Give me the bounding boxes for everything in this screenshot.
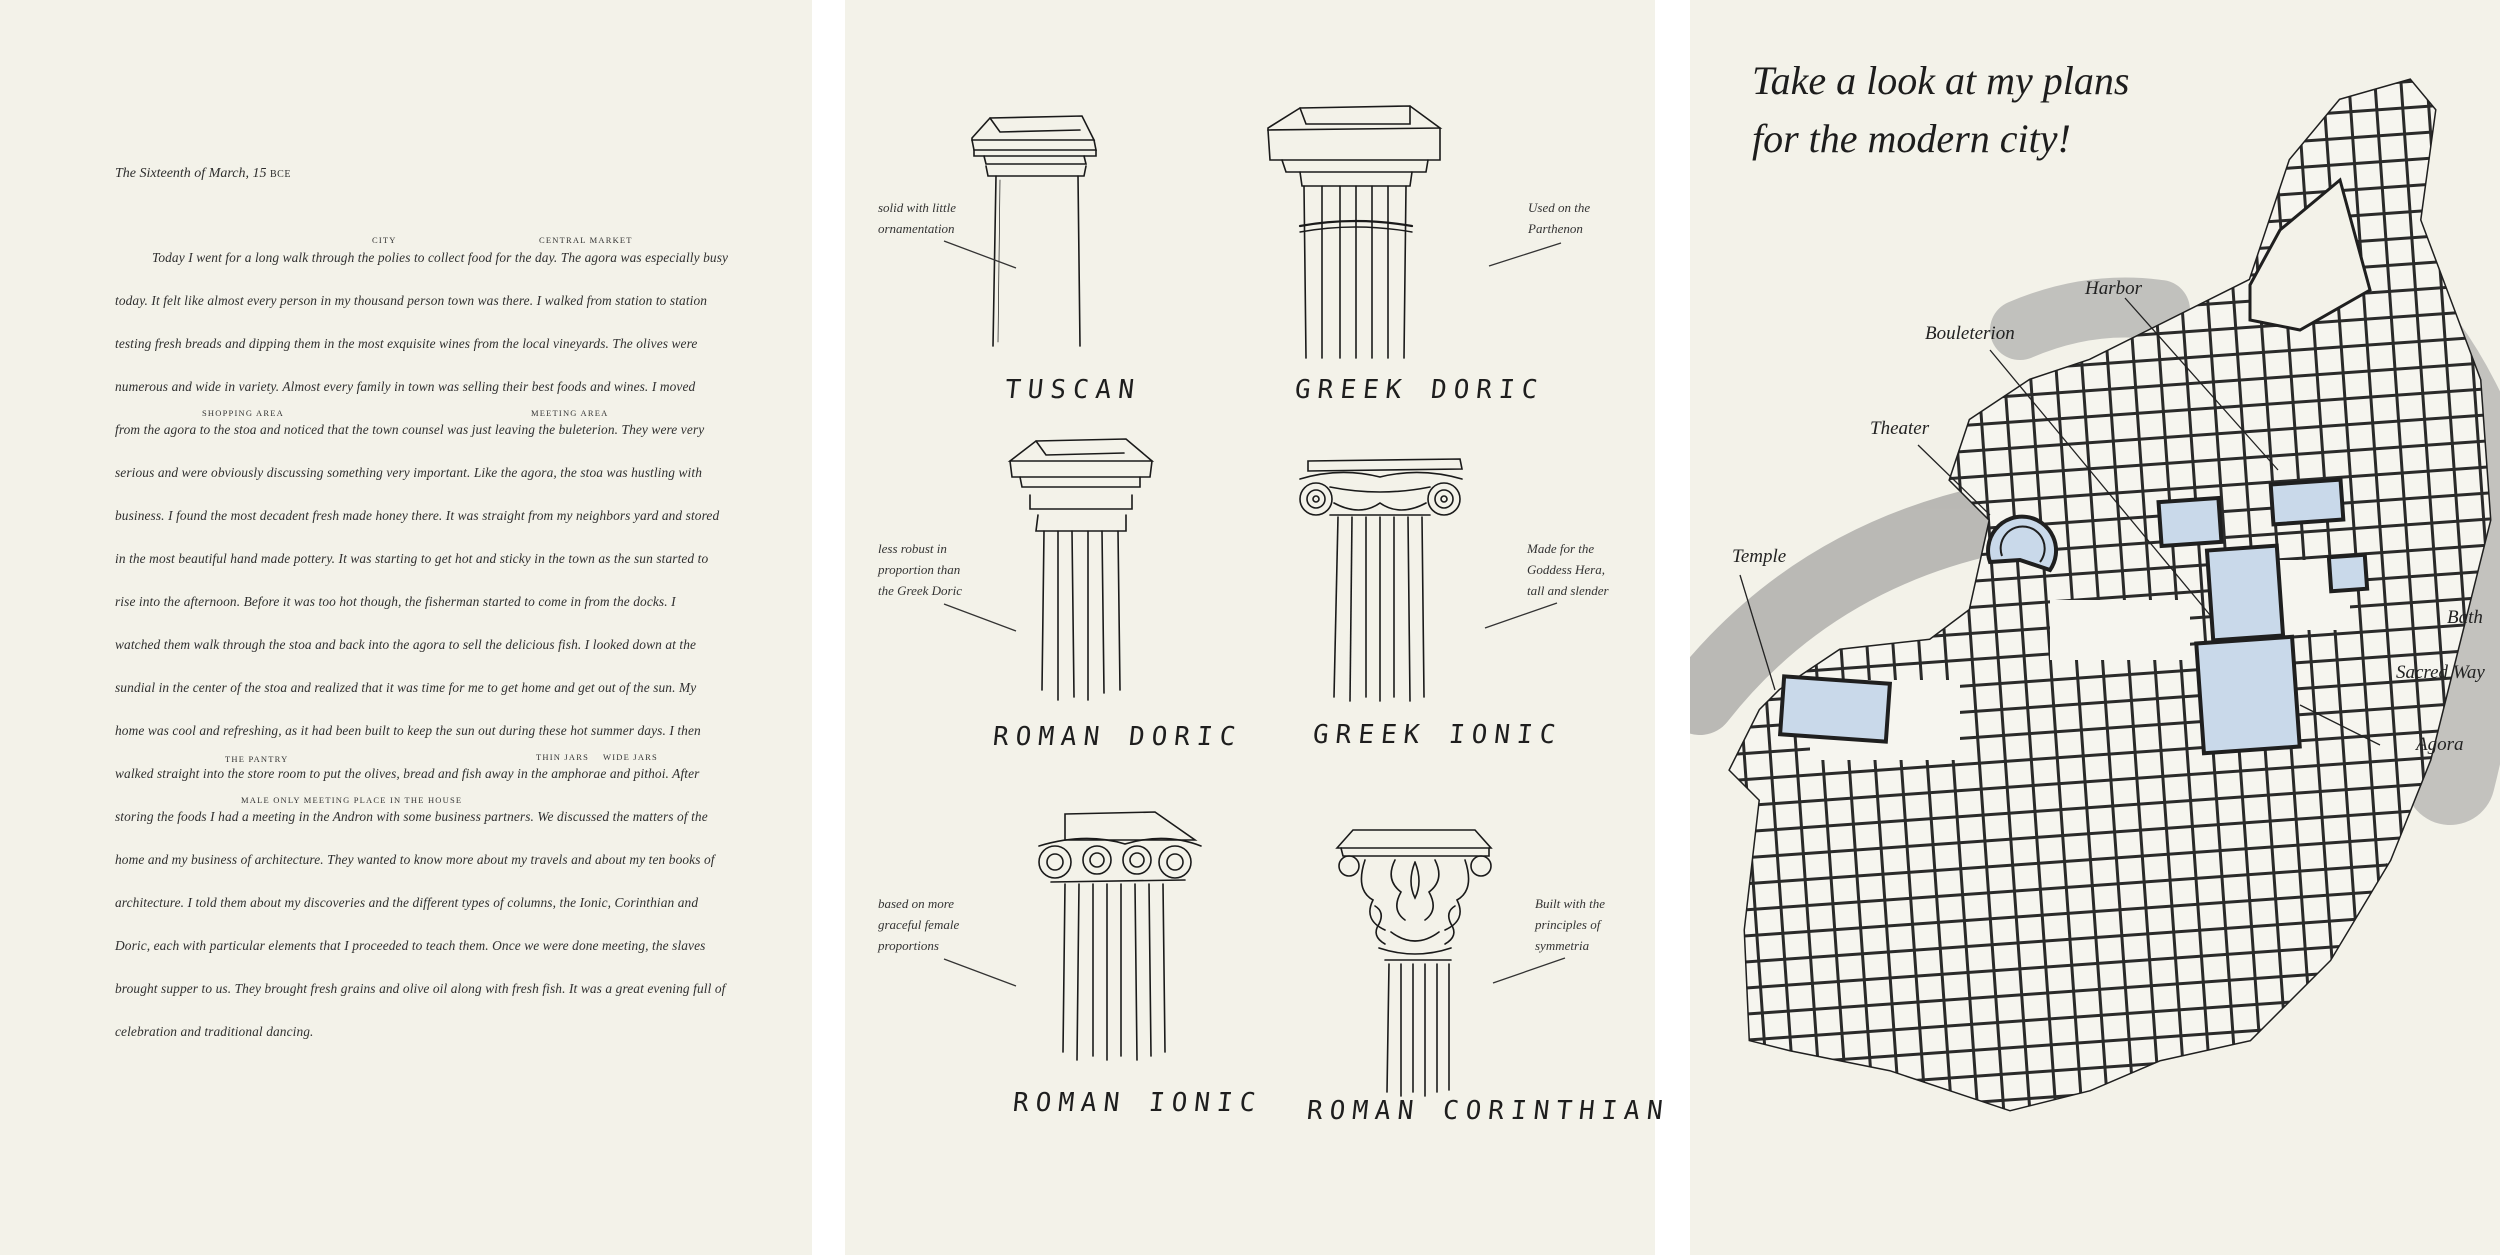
label-harbor: Harbor — [2085, 278, 2143, 299]
tuscan-label: TUSCAN — [1003, 375, 1143, 405]
roman-ionic-column-drawing — [1025, 810, 1205, 1070]
stoa-building — [2207, 546, 2283, 641]
bath-building — [2329, 555, 2367, 591]
journal-line: from the agora to the stoa and noticed that the town counsel was just leaving the buleterion. They were very — [115, 422, 705, 437]
journal-line: today. It felt like almost every person in my thousand person town was there. I walked from station to station — [115, 293, 708, 308]
greek-ionic-note — [1527, 538, 1637, 601]
note-line: graceful female — [878, 917, 960, 932]
gloss-central-market: CENTRAL MARKET — [539, 235, 633, 245]
note-line: the Greek Doric — [878, 583, 962, 598]
journal-line: in the most beautiful hand made pottery. It was starting to get hot and sticky in the town as the sun started to — [115, 551, 709, 566]
note-line: symmetria — [1535, 938, 1590, 953]
label-bath: Bath — [2447, 607, 2483, 628]
journal-page — [0, 0, 812, 1255]
tuscan-leader-line — [940, 237, 1020, 272]
label-bouleterion: Bouleterion — [1925, 323, 2015, 344]
roman-doric-label: ROMAN DORIC — [991, 722, 1244, 752]
gloss-the-pantry: THE PANTRY — [225, 754, 289, 764]
journal-line: brought supper to us. They brought fresh grains and olive oil along with fresh fish. It was a great evening full of — [115, 981, 726, 996]
city-map-page — [1690, 0, 2500, 1255]
journal-line: numerous and wide in variety. Almost every family in town was selling their best foods and wines. I moved — [115, 379, 696, 394]
greek-ionic-leader-line — [1481, 600, 1561, 632]
date-text: The Sixteenth of March, 15 — [115, 166, 267, 181]
note-line: Built with the — [1535, 896, 1606, 911]
greek-ionic-column-drawing — [1290, 455, 1470, 705]
date-era: BCE — [270, 169, 291, 180]
roman-ionic-label: ROMAN IONIC — [1011, 1088, 1264, 1118]
note-line: principles of — [1535, 917, 1601, 932]
theater — [1988, 517, 2056, 570]
greek-ionic-label: GREEK IONIC — [1311, 720, 1564, 750]
map-title-line-1: Take a look at my plans — [1752, 58, 2130, 103]
greek-doric-note — [1528, 197, 1638, 239]
gloss-male-only: MALE ONLY MEETING PLACE IN THE HOUSE — [241, 795, 463, 805]
greek-doric-label: GREEK DORIC — [1293, 375, 1546, 405]
journal-date — [115, 166, 291, 182]
gloss-city: CITY — [372, 235, 397, 245]
note-line: less robust in — [878, 541, 947, 556]
roman-corinthian-column-drawing — [1325, 820, 1505, 1100]
label-temple: Temple — [1732, 546, 1787, 567]
journal-line: sundial in the center of the stoa and realized that it was time for me to get home and get out of the sun. My — [115, 680, 697, 695]
greek-doric-column-drawing — [1260, 100, 1450, 360]
gloss-wide-jars: WIDE JARS — [603, 752, 658, 762]
harbor-building — [2271, 480, 2344, 525]
label-sacred-way: Sacred Way — [2396, 662, 2485, 683]
roman-doric-column-drawing — [1000, 435, 1160, 705]
journal-line: architecture. I told them about my discoveries and the different types of columns, the Ionic, Corinthian and — [115, 895, 699, 910]
gloss-meeting-area: MEETING AREA — [531, 408, 609, 418]
roman-corinthian-label: ROMAN CORINTHIAN — [1305, 1096, 1672, 1126]
journal-line: Today I went for a long walk through the polies to collect food for the day. The agora was especially busy — [152, 250, 729, 265]
label-agora: Agora — [2416, 734, 2464, 755]
tuscan-note — [878, 197, 988, 239]
temple-building — [1780, 676, 1890, 741]
journal-line: storing the foods I had a meeting in the Andron with some business partners. We discussed the matters of the — [115, 809, 708, 824]
agora-building — [2196, 637, 2299, 753]
note-line: tall and slender — [1527, 583, 1609, 598]
journal-line: business. I found the most decadent fresh made honey there. It was straight from my neighbors yard and stored — [115, 508, 720, 523]
note-line: proportions — [878, 938, 939, 953]
note-line: solid with little — [878, 200, 957, 215]
gloss-shopping-area: SHOPPING AREA — [202, 408, 284, 418]
bouleterion-building — [2159, 498, 2222, 546]
roman-corinthian-leader-line — [1489, 955, 1569, 987]
journal-line: testing fresh breads and dipping them in the most exquisite wines from the local vineyards. The olives were — [115, 336, 698, 351]
note-line: proportion than — [878, 562, 961, 577]
journal-line: home and my business of architecture. They wanted to know more about my travels and about my ten books of — [115, 852, 715, 867]
journal-line: home was cool and refreshing, as it had been built to keep the sun out during these hot summer days. I then — [115, 723, 701, 738]
columns-page — [845, 0, 1672, 1255]
note-line: Made for the — [1527, 541, 1595, 556]
roman-doric-leader-line — [940, 600, 1020, 635]
city-plan-drawing — [1690, 0, 2500, 1255]
journal-line: walked straight into the store room to put the olives, bread and fish away in the amphorae and pithoi. After — [115, 766, 700, 781]
note-line: Used on the — [1528, 200, 1591, 215]
journal-line: celebration and traditional dancing. — [115, 1024, 314, 1039]
roman-ionic-leader-line — [940, 955, 1020, 990]
label-theater: Theater — [1870, 418, 1930, 439]
journal-line: Doric, each with particular elements that I proceeded to teach them. Once we were done meeting, the slaves — [115, 938, 706, 953]
journal-line: serious and were obviously discussing something very important. Like the agora, the stoa was hustling with — [115, 465, 702, 480]
gloss-thin-jars: THIN JARS — [536, 752, 590, 762]
greek-doric-leader-line — [1485, 240, 1565, 270]
roman-doric-note — [878, 538, 988, 601]
roman-corinthian-note — [1535, 893, 1645, 956]
note-line: ornamentation — [878, 221, 955, 236]
roman-ionic-note — [878, 893, 988, 956]
map-title-line-2: for the modern city! — [1752, 116, 2071, 161]
journal-line: watched them walk through the stoa and back into the agora to sell the delicious fish. I looked down at the — [115, 637, 697, 652]
note-line: Goddess Hera, — [1527, 562, 1605, 577]
note-line: Parthenon — [1528, 221, 1583, 236]
journal-line: rise into the afternoon. Before it was too hot though, the fisherman started to come in from the docks. I — [115, 594, 676, 609]
note-line: based on more — [878, 896, 955, 911]
